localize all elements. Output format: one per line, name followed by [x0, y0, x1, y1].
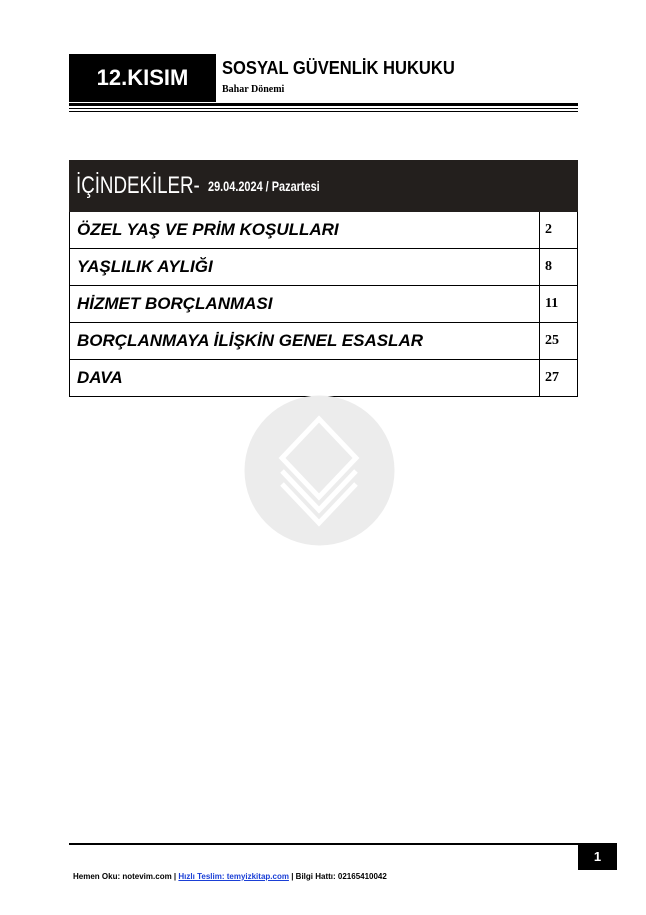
toc-row[interactable]	[69, 286, 578, 323]
document-subtitle: Bahar Dönemi	[222, 84, 285, 95]
section-label: 12.KISIM	[69, 54, 216, 102]
toc-entry-page: 8	[545, 259, 552, 274]
toc-row[interactable]	[69, 360, 578, 397]
toc-entry-label: HİZMET BORÇLANMASI	[70, 286, 540, 322]
footer-text	[73, 872, 387, 881]
header-rule	[69, 103, 578, 106]
footer-hotline-text: Bilgi Hattı: 02165410042	[295, 872, 387, 881]
footer-delivery-link[interactable]: Hızlı Teslim: temyizkitap.com	[178, 872, 289, 881]
toc-entry-page: 11	[545, 296, 559, 311]
header-rule	[69, 108, 578, 109]
toc-heading: İÇİNDEKİLER-	[76, 172, 200, 199]
stacked-layers-icon	[244, 395, 395, 546]
footer-rule	[69, 843, 578, 845]
page-header	[69, 54, 578, 102]
toc-entry-label: ÖZEL YAŞ VE PRİM KOŞULLARI	[70, 212, 540, 248]
toc-entry-page: 2	[545, 222, 552, 237]
toc-entry-label: DAVA	[70, 360, 540, 396]
toc-entry-page: 25	[545, 333, 559, 348]
toc-row[interactable]	[69, 323, 578, 360]
page-number: 1	[578, 843, 617, 870]
toc-row[interactable]	[69, 249, 578, 286]
footer-separator: |	[291, 872, 294, 881]
header-rule	[69, 111, 578, 112]
toc-entry-label: BORÇLANMAYA İLİŞKİN GENEL ESASLAR	[70, 323, 540, 359]
toc-entry-page: 27	[545, 370, 559, 385]
toc-header	[69, 160, 578, 212]
table-of-contents	[69, 160, 578, 397]
footer-separator: |	[173, 872, 177, 881]
toc-row[interactable]	[69, 212, 578, 249]
toc-entry-label: YAŞLILIK AYLIĞI	[70, 249, 540, 285]
document-title: SOSYAL GÜVENLİK HUKUKU	[222, 58, 455, 78]
toc-date: 29.04.2024 / Pazartesi	[207, 178, 320, 194]
footer-read-text: Hemen Oku: notevim.com	[73, 872, 172, 881]
